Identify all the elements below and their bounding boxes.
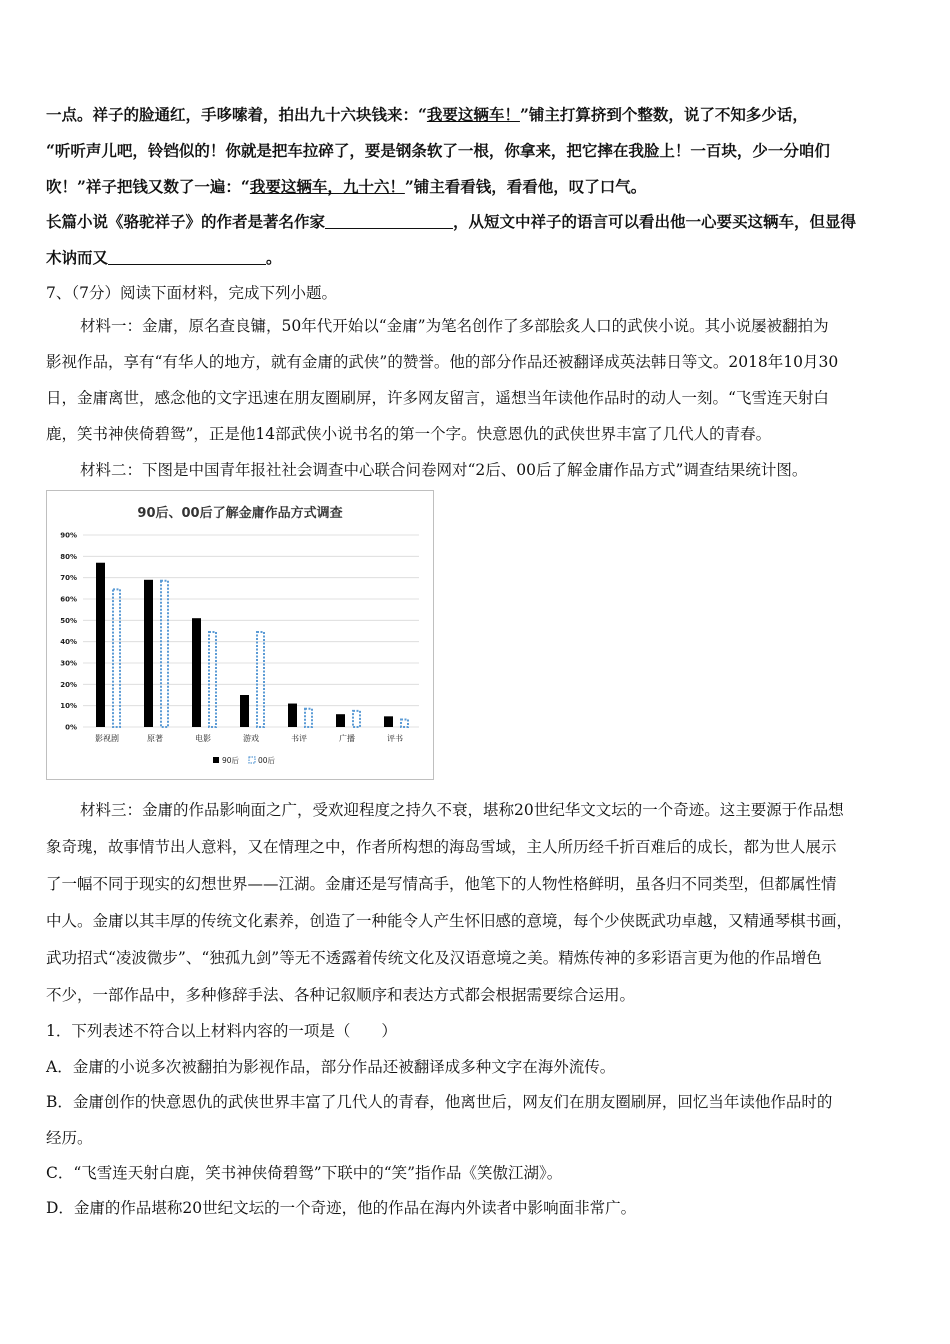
material3-line: 象奇瑰，故事情节出人意料，又在情理之中，作者所构想的海岛雪域，主人所历经千折百难后的成长，都为世人展示 <box>46 838 837 856</box>
y-tick-label: 10% <box>60 702 77 711</box>
option-b-continued: 经历。 <box>46 1129 93 1147</box>
passage-text: 吹！”祥子把钱又数了一遍：“ <box>46 177 250 196</box>
bar-00hou <box>257 632 264 727</box>
material1-line: 影视作品，享有“有华人的地方，就有金庸的武侠”的赞誉。他的部分作品还被翻译成英法韩日等文。2018年10月30 <box>46 353 839 371</box>
material3-line: 材料三：金庸的作品影响面之广，受欢迎程度之持久不衰，堪称20世纪华文文坛的一个奇迹。这主要源于作品想 <box>80 801 844 819</box>
bar-00hou <box>401 719 408 727</box>
question-line-2 <box>46 247 282 269</box>
bar-00hou <box>209 632 216 727</box>
bar-00hou <box>353 711 360 727</box>
bar-90hou <box>384 716 393 727</box>
question-text: 木讷而又 <box>46 248 109 267</box>
y-tick-label: 0% <box>65 723 77 732</box>
bar-90hou <box>96 563 105 727</box>
x-category-label: 原著 <box>147 734 163 743</box>
answer-blank-author[interactable] <box>325 212 453 229</box>
option-b[interactable]: B．金庸创作的快意恩仇的武侠世界丰富了几代人的青春，他离世后，网友们在朋友圈刷屏，回忆当年读他作品时的 <box>46 1093 833 1111</box>
x-category-label: 影视剧 <box>95 734 119 743</box>
sub-question-1: 1．下列表述不符合以上材料内容的一项是（ ） <box>46 1022 397 1040</box>
question-text: ，从短文中祥子的语言可以看出他一心要买这辆车，但显得 <box>453 212 857 231</box>
q7-header: 7、（7分）阅读下面材料，完成下列小题。 <box>46 284 337 302</box>
x-category-label: 游戏 <box>243 734 259 743</box>
y-tick-label: 40% <box>60 638 77 647</box>
option-c[interactable]: C．“飞雪连天射白鹿，笑书神侠倚碧鸳”下联中的“笑”指作品《笑傲江湖》。 <box>46 1164 563 1182</box>
bar-00hou <box>113 589 120 727</box>
passage-line-3 <box>46 176 646 198</box>
y-tick-label: 80% <box>60 552 77 561</box>
bar-90hou <box>192 618 201 727</box>
passage-text: 一点。祥子的脸通红，手哆嗦着，拍出九十六块钱来：“ <box>46 105 427 124</box>
bar-90hou <box>336 714 345 727</box>
material3-line: 中人。金庸以其丰厚的传统文化素养，创造了一种能令人产生怀旧感的意境，每个少侠既武功卓越，又精通琴棋书画， <box>46 912 853 930</box>
material3-line: 了一幅不同于现实的幻想世界——江湖。金庸还是写情高手，他笔下的人物性格鲜明，虽各归不同类型，但都属性情 <box>46 875 837 893</box>
passage-line-1 <box>46 104 808 126</box>
material1-line: 鹿，笑书神侠倚碧鸳”，正是他14部武侠小说书名的第一个字。快意恩仇的武侠世界丰富了几代人的青春。 <box>46 425 772 443</box>
answer-blank-trait[interactable] <box>108 248 266 265</box>
x-category-label: 评书 <box>387 734 403 743</box>
material3-line: 不少，一部作品中，多种修辞手法、各种记叙顺序和表达方式都会根据需要综合运用。 <box>46 986 636 1004</box>
option-a[interactable]: A．金庸的小说多次被翻拍为影视作品，部分作品还被翻译成多种文字在海外流传。 <box>46 1058 616 1076</box>
x-category-label: 广播 <box>339 734 355 743</box>
option-d[interactable]: D．金庸的作品堪称20世纪文坛的一个奇迹，他的作品在海内外读者中影响面非常广。 <box>46 1199 637 1217</box>
passage-line-2: “听听声儿吧，铃铛似的！你就是把车拉碎了，要是钢条软了一根，你拿来，把它摔在我脸上！一百块，少一分咱们 <box>46 141 830 160</box>
x-category-label: 书评 <box>291 734 307 743</box>
material1-line: 日，金庸离世，感念他的文字迅速在朋友圈刷屏，许多网友留言，遥想当年读他作品时的动人一刻。“飞雪连天射白 <box>46 389 829 407</box>
underlined-quote: 我要这辆车，九十六！ <box>249 177 405 196</box>
material1-line: 材料一：金庸，原名查良镛，50年代开始以“金庸”为笔名创作了多部脍炙人口的武侠小说。其小说屡被翻拍为 <box>80 317 829 335</box>
bar-90hou <box>288 704 297 727</box>
question-line-1 <box>46 211 856 233</box>
passage-text: ”铺主打算挤到个整数，说了不知多少话， <box>519 105 808 124</box>
chart-svg <box>47 491 433 779</box>
legend-label-90hou: 90后 <box>222 756 240 765</box>
y-tick-label: 20% <box>60 680 77 689</box>
legend-swatch-00hou <box>249 757 255 763</box>
legend-swatch-90hou <box>213 757 219 763</box>
bar-90hou <box>144 580 153 727</box>
passage-text: ”铺主看看钱，看看他，叹了口气。 <box>404 177 647 196</box>
chart-title: 90后、00后了解金庸作品方式调查 <box>137 506 343 521</box>
bar-00hou <box>161 581 168 727</box>
y-tick-label: 30% <box>60 659 77 668</box>
material2-line: 材料二：下图是中国青年报社社会调查中心联合问卷网对“2后、00后了解金庸作品方式”调查结果统计图。 <box>80 461 808 479</box>
question-text: 。 <box>266 248 282 267</box>
underlined-quote: 我要这辆车！ <box>426 105 520 124</box>
legend-label-00hou: 00后 <box>258 756 276 765</box>
material3-line: 武功招式“凌波微步”、“独孤九剑”等无不透露着传统文化及汉语意境之美。精炼传神的多彩语言更为他的作品增色 <box>46 949 822 967</box>
question-text: 长篇小说《骆驼祥子》的作者是著名作家 <box>46 212 326 231</box>
y-tick-label: 50% <box>60 616 77 625</box>
x-category-label: 电影 <box>195 734 211 743</box>
bar-00hou <box>305 709 312 727</box>
y-tick-label: 90% <box>60 531 77 540</box>
y-tick-label: 60% <box>60 595 77 604</box>
bar-90hou <box>240 695 249 727</box>
survey-chart <box>46 490 434 780</box>
y-tick-label: 70% <box>60 574 77 583</box>
